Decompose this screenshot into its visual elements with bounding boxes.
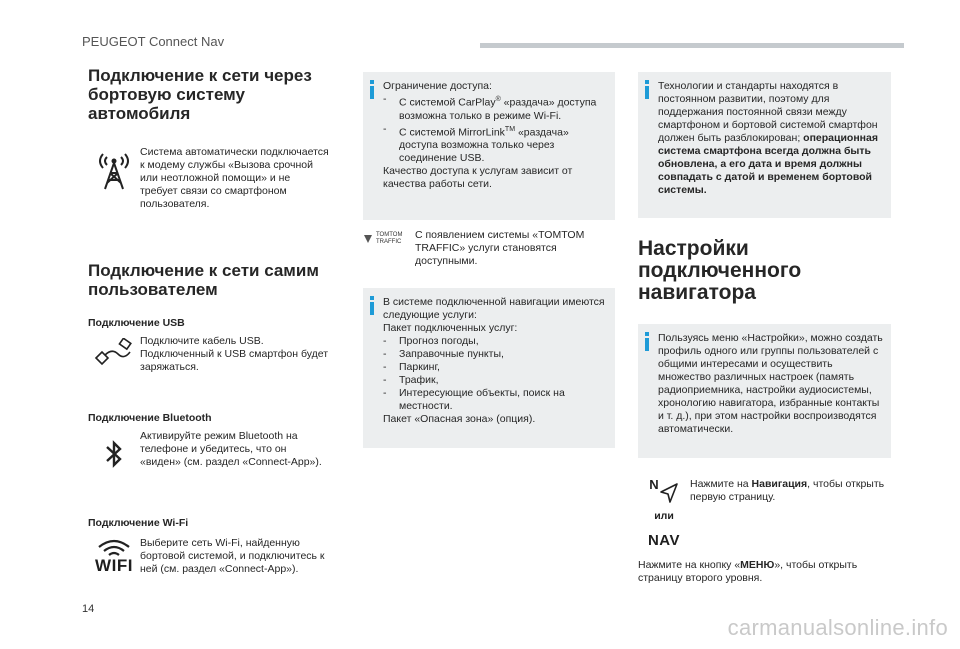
- nav-button-label: NAV: [647, 532, 681, 549]
- service-item: - Трафик,: [383, 374, 607, 387]
- service-item: - Прогноз погоды,: [383, 335, 607, 348]
- usb-cable-icon: [88, 338, 140, 368]
- page-number: 14: [82, 603, 95, 615]
- wifi-row: [88, 539, 346, 576]
- wifi-text: Выберите сеть Wi-Fi, найденную бортовой системой, и подключитесь к ней (см. раздел «Connect-App»).: [140, 537, 325, 575]
- column-2: [363, 72, 615, 448]
- access-limit-note: [363, 72, 615, 220]
- navigation-text: Нажмите на Навигация, чтобы открыть первую страницу.: [690, 478, 885, 503]
- info-icon: [645, 80, 649, 99]
- tomtom-traffic-logo: TOMTOM TRAFFIC: [363, 232, 415, 246]
- technology-note: [638, 72, 891, 218]
- usb-text: Подключите кабель USB. Подключенный к USB смартфон будет заряжаться.: [140, 335, 329, 373]
- services-pack-1: Пакет подключенных услуг:: [383, 322, 518, 334]
- usb-title: Подключение USB: [88, 317, 185, 329]
- column-3: [638, 72, 891, 585]
- bluetooth-title: Подключение Bluetooth: [88, 412, 212, 424]
- technology-text-bold: операционная система смартфона всегда должна быть обновлена, а его дата и время должны совпадать с датой и временем бортовой системы.: [658, 132, 878, 196]
- service-item: - Паркинг,: [383, 361, 607, 374]
- section-title-user-connection: Подключение к сети самим пользователем: [88, 261, 319, 299]
- bluetooth-icon: [88, 433, 140, 471]
- section-title-navigator-settings: Настройки подключенного навигатора: [638, 237, 802, 304]
- services-pack-2: Пакет «Опасная зона» (опция).: [383, 413, 536, 425]
- info-icon: [370, 80, 374, 99]
- usb-row: [88, 335, 346, 374]
- vehicle-connection-row: [88, 146, 346, 211]
- wifi-title: Подключение Wi-Fi: [88, 517, 189, 529]
- watermark: carmanualsonline.info: [727, 615, 948, 640]
- navigation-row: [638, 478, 891, 549]
- access-limit-item: - С системой MirrorLink™ «раздача» доступа возможна только через соединение USB.: [383, 123, 607, 166]
- settings-text: Пользуясь меню «Настройки», можно создать профиль одного или группы пользователей с общими интересами и осуществить множество различных настроек (память радиоприемника, настройки аудиосистемы, хронологию навигатора, избранные контакты и т. д.), при этом настройки воспроизводятся автоматически.: [658, 332, 883, 435]
- tomtom-row: [363, 229, 615, 268]
- wifi-label: WIFI: [95, 556, 133, 575]
- navigation-icons: [638, 478, 690, 549]
- or-label: или: [654, 510, 674, 522]
- navigation-arrow-icon: N: [649, 478, 678, 504]
- vehicle-connection-text: Система автоматически подключается к модему службы «Вызова срочной или неотложной помощи» и не требует связи со смартфоном пользователя.: [140, 146, 329, 210]
- wifi-icon: [88, 539, 140, 574]
- access-limit-item: - С системой CarPlay® «раздача» доступа возможна только в режиме Wi-Fi.: [383, 93, 607, 123]
- services-intro: В системе подключенной навигации имеются следующие услуги:: [383, 296, 605, 321]
- section-title-vehicle-connection: Подключение к сети через бортовую систему автомобиля: [88, 66, 312, 123]
- tomtom-text: С появлением системы «TOMTOM TRAFFIC» услуги становятся доступными.: [415, 229, 585, 267]
- service-item: - Интересующие объекты, поиск на местности.: [383, 387, 607, 413]
- service-item: - Заправочные пункты,: [383, 348, 607, 361]
- technology-text: Технологии и стандарты находятся в постоянном развитии, поэтому для поддержания постоянной связи между смартфоном и бортовой системой смартфон должен быть разблокирован;: [658, 80, 878, 144]
- bluetooth-text: Активируйте режим Bluetooth на телефоне и убедитесь, что он «виден» (см. раздел «Connect-App»).: [140, 430, 322, 468]
- antenna-icon: [88, 149, 140, 191]
- info-icon: [370, 296, 374, 315]
- header-title: PEUGEOT Connect Nav: [82, 34, 225, 49]
- column-1: [88, 66, 346, 576]
- connected-services-note: [363, 288, 615, 448]
- settings-note: [638, 324, 891, 458]
- info-icon: [645, 332, 649, 351]
- bluetooth-row: [88, 430, 346, 471]
- access-limit-intro: Ограничение доступа:: [383, 80, 492, 92]
- menu-text: Нажмите на кнопку «МЕНЮ», чтобы открыть страницу второго уровня.: [638, 559, 858, 584]
- header-bar: [480, 43, 904, 48]
- access-limit-outro: Качество доступа к услугам зависит от качества работы сети.: [383, 165, 573, 190]
